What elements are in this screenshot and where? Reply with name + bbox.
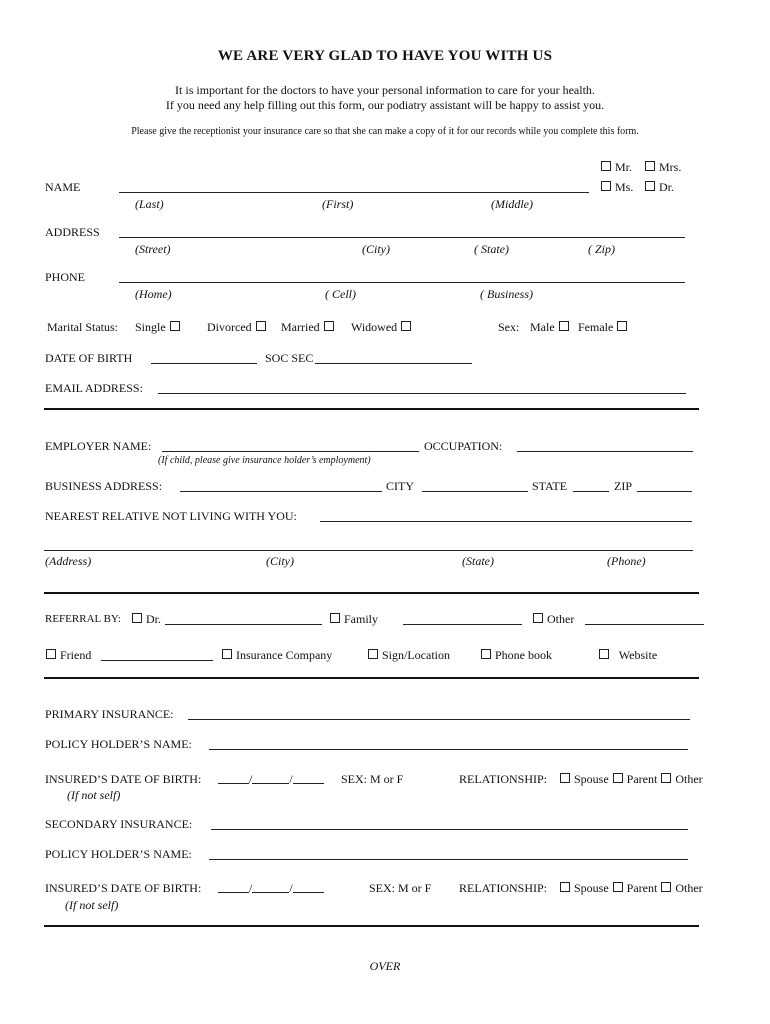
relative-state-hint: (State)	[462, 554, 494, 568]
referral-other-checkbox[interactable]	[533, 613, 543, 623]
state-field[interactable]	[573, 491, 609, 492]
occupation-label: OCCUPATION:	[424, 439, 503, 453]
relative-address-field[interactable]	[44, 550, 693, 551]
section-divider	[44, 592, 699, 594]
referral-family-option[interactable]: Family	[329, 612, 378, 627]
referral-website-option[interactable]: Website	[598, 648, 657, 663]
dob-field[interactable]	[151, 363, 257, 364]
dr-checkbox[interactable]	[645, 181, 655, 191]
divorced-checkbox[interactable]	[256, 321, 266, 331]
name-label: NAME	[45, 180, 81, 194]
referral-family-checkbox[interactable]	[330, 613, 340, 623]
referral-phonebook-checkbox[interactable]	[481, 649, 491, 659]
marital-status-label: Marital Status:	[47, 320, 118, 334]
ssn-label: SOC SEC	[265, 351, 314, 365]
dob-label: DATE OF BIRTH	[45, 351, 133, 365]
secondary-sex-mf[interactable]: SEX: M or F	[369, 881, 432, 895]
section-divider	[44, 925, 699, 927]
secondary-if-not-self: (If not self)	[65, 898, 119, 912]
primary-holder-field[interactable]	[209, 749, 688, 750]
zip-label: ZIP	[614, 479, 632, 493]
page-title: WE ARE VERY GLAD TO HAVE YOU WITH US	[217, 48, 553, 64]
employer-note: (If child, please give insurance holder’s employment)	[158, 455, 371, 466]
phone-field[interactable]	[119, 282, 685, 283]
nearest-relative-label: NEAREST RELATIVE NOT LIVING WITH YOU:	[45, 509, 297, 523]
title-dr-option[interactable]: Dr.	[644, 180, 674, 195]
last-hint: (Last)	[135, 197, 164, 211]
zip-hint: ( Zip)	[588, 242, 615, 256]
home-hint: (Home)	[135, 287, 172, 301]
referral-other-option[interactable]: Other	[532, 612, 574, 627]
secondary-other-checkbox[interactable]	[661, 882, 671, 892]
section-divider	[44, 677, 699, 679]
address-field[interactable]	[119, 237, 685, 238]
secondary-holder-label: POLICY HOLDER’S NAME:	[45, 847, 192, 861]
email-label: EMAIL ADDRESS:	[45, 381, 143, 395]
employer-name-label: EMPLOYER NAME:	[45, 439, 152, 453]
business-address-field[interactable]	[180, 491, 382, 492]
cell-hint: ( Cell)	[325, 287, 356, 301]
section-divider	[44, 408, 699, 410]
married-option[interactable]: Married	[281, 320, 335, 335]
secondary-relationship-label: RELATIONSHIP:	[459, 881, 548, 895]
title-mrs-option[interactable]: Mrs.	[644, 160, 681, 175]
referral-friend-option[interactable]: Friend	[45, 648, 91, 663]
referral-friend-checkbox[interactable]	[46, 649, 56, 659]
secondary-insurance-field[interactable]	[211, 829, 688, 830]
intro-line-2: If you need any help filling out this form, our podiatry assistant will be happy to assist you.	[165, 98, 605, 112]
city-hint: (City)	[362, 242, 390, 256]
street-hint: (Street)	[135, 242, 171, 256]
married-checkbox[interactable]	[324, 321, 334, 331]
primary-sex-mf[interactable]: SEX: M or F	[341, 772, 404, 786]
relative-city-hint: (City)	[266, 554, 294, 568]
address-label: ADDRESS	[45, 225, 100, 239]
secondary-spouse-checkbox[interactable]	[560, 882, 570, 892]
referral-family-field[interactable]	[403, 624, 522, 625]
title-ms-option[interactable]: Ms.	[600, 180, 633, 195]
business-address-label: BUSINESS ADDRESS:	[45, 479, 163, 493]
referral-sign-option[interactable]: Sign/Location	[367, 648, 450, 663]
occupation-field[interactable]	[517, 451, 693, 452]
title-mr-option[interactable]: Mr.	[600, 160, 632, 175]
over-footer: OVER	[369, 959, 401, 973]
mrs-checkbox[interactable]	[645, 161, 655, 171]
primary-insured-dob-field[interactable]: / /	[218, 772, 324, 787]
primary-relationship-label: RELATIONSHIP:	[459, 772, 548, 786]
phone-label: PHONE	[45, 270, 86, 284]
mr-checkbox[interactable]	[601, 161, 611, 171]
insurance-card-note: Please give the receptionist your insurance care so that she can make a copy of it for our records while you complete this form.	[131, 126, 639, 137]
ssn-field[interactable]	[315, 363, 472, 364]
referral-label: REFERRAL BY:	[45, 613, 121, 625]
secondary-insurance-label: SECONDARY INSURANCE:	[45, 817, 193, 831]
male-checkbox[interactable]	[559, 321, 569, 331]
referral-insurance-company-option[interactable]: Insurance Company	[221, 648, 332, 663]
single-option[interactable]: Single	[135, 320, 181, 335]
secondary-holder-field[interactable]	[209, 859, 688, 860]
primary-other-checkbox[interactable]	[661, 773, 671, 783]
city-field[interactable]	[422, 491, 528, 492]
female-option[interactable]: Female	[578, 320, 628, 335]
first-hint: (First)	[322, 197, 354, 211]
primary-insurance-label: PRIMARY INSURANCE:	[45, 707, 174, 721]
business-hint: ( Business)	[480, 287, 533, 301]
single-checkbox[interactable]	[170, 321, 180, 331]
referral-sign-checkbox[interactable]	[368, 649, 378, 659]
divorced-option[interactable]: Divorced	[207, 320, 267, 335]
middle-hint: (Middle)	[491, 197, 533, 211]
secondary-insured-dob-label: INSURED’S DATE OF BIRTH:	[45, 881, 202, 895]
state-hint: ( State)	[474, 242, 509, 256]
female-checkbox[interactable]	[617, 321, 627, 331]
widowed-checkbox[interactable]	[401, 321, 411, 331]
primary-parent-checkbox[interactable]	[613, 773, 623, 783]
city-label: CITY	[386, 479, 414, 493]
referral-friend-field[interactable]	[101, 660, 213, 661]
primary-spouse-checkbox[interactable]	[560, 773, 570, 783]
referral-insurance-company-checkbox[interactable]	[222, 649, 232, 659]
secondary-insured-dob-field[interactable]: / /	[218, 881, 324, 896]
nearest-relative-field[interactable]	[320, 521, 692, 522]
referral-dr-option[interactable]: Dr.	[131, 612, 161, 627]
zip-field[interactable]	[637, 491, 692, 492]
relative-address-hint: (Address)	[45, 554, 92, 568]
primary-relationship-options[interactable]: Spouse Parent Other	[559, 772, 703, 787]
secondary-parent-checkbox[interactable]	[613, 882, 623, 892]
primary-if-not-self: (If not self)	[67, 788, 121, 802]
employer-name-field[interactable]	[162, 451, 419, 452]
primary-holder-label: POLICY HOLDER’S NAME:	[45, 737, 192, 751]
referral-other-field[interactable]	[585, 624, 704, 625]
primary-insurance-field[interactable]	[188, 719, 690, 720]
relative-phone-hint: (Phone)	[607, 554, 646, 568]
referral-dr-checkbox[interactable]	[132, 613, 142, 623]
intro-line-1: It is important for the doctors to have your personal information to care for your health.	[175, 83, 595, 97]
referral-phonebook-option[interactable]: Phone book	[480, 648, 552, 663]
state-label: STATE	[532, 479, 568, 493]
primary-insured-dob-label: INSURED’S DATE OF BIRTH:	[45, 772, 202, 786]
email-field[interactable]	[158, 393, 686, 394]
referral-website-checkbox[interactable]	[599, 649, 609, 659]
referral-dr-field[interactable]	[165, 624, 322, 625]
male-option[interactable]: Male	[530, 320, 570, 335]
ms-checkbox[interactable]	[601, 181, 611, 191]
sex-label: Sex:	[498, 320, 520, 334]
widowed-option[interactable]: Widowed	[351, 320, 412, 335]
name-field[interactable]	[119, 192, 589, 193]
secondary-relationship-options[interactable]: Spouse Parent Other	[559, 881, 703, 896]
